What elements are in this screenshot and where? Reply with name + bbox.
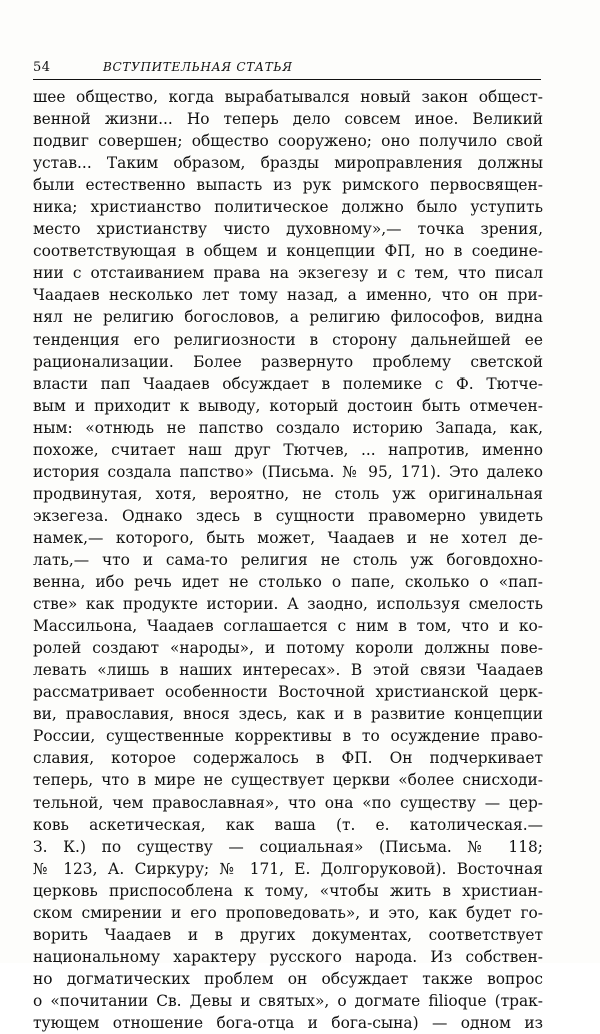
text-line: ковь аскетическая, как ваша (т. е. католическая.— — [33, 815, 543, 834]
text-line: ролей создают «народы», и потому короли должны пове- — [33, 639, 543, 658]
text-line: подвиг совершен; общество сооружено; оно получило свой — [33, 132, 543, 151]
text-line: история создала папство» (Письма. № 95, 171). Это далеко — [33, 462, 543, 481]
text-line: стве» как продукте истории. А заодно, используя смелость — [33, 595, 543, 614]
text-line: № 123, А. Сиркуру; № 171, Е. Долгоруковой). Восточная — [33, 859, 543, 878]
text-line: продвинутая, хотя, вероятно, не столь уж оригинальная — [33, 484, 543, 503]
text-line: России, существенные коррективы в то осуждение право- — [33, 727, 543, 746]
text-line: национальному характеру русского народа. Из собствен- — [33, 947, 543, 966]
text-line: но догматических проблем он обсуждает также вопрос — [33, 969, 543, 988]
text-line: устав... Таким образом, бразды мироправления должны — [33, 154, 543, 173]
text-line: ском смирении и его проповедовать», и это, как будет го- — [33, 903, 543, 922]
text-line: рационализации. Более развернуто проблему светской — [33, 352, 543, 371]
text-line: вым и приходит к выводу, который достоин быть отмечен- — [33, 396, 543, 415]
text-line: намек,— которого, быть может, Чаадаев и не хотел де- — [33, 528, 543, 547]
text-line: похоже, считает наш друг Тютчев, ... напротив, именно — [33, 440, 543, 459]
text-line: славия, которое содержалось в ФП. Он подчеркивает — [33, 749, 543, 768]
text-line: ным: «отнюдь не папство создало историю Запада, как, — [33, 418, 543, 437]
body-text — [33, 86, 543, 1034]
header-rule — [33, 79, 541, 80]
text-line: тенденция его религиозности в сторону дальнейшей ее — [33, 330, 543, 349]
text-line: экзегеза. Однако здесь в сущности правомерно увидеть — [33, 506, 543, 525]
text-line: ви, православия, внося здесь, как и в развитие концепции — [33, 705, 543, 724]
text-line: место христианству чисто духовному»,— точка зрения, — [33, 220, 543, 239]
text-line: Чаадаев несколько лет тому назад, а именно, что он при- — [33, 286, 543, 305]
text-line: левать «лишь в наших интересах». В этой связи Чаадаев — [33, 661, 543, 680]
text-line: соответствующая в общем и концепции ФП, но в соедине- — [33, 242, 543, 261]
text-line: теперь, что в мире не существует церкви «более снисходи- — [33, 771, 543, 790]
text-line: венной жизни... Но теперь дело совсем иное. Великий — [33, 110, 543, 129]
text-line: Массильона, Чаадаев соглашается с ним в том, что и ко- — [33, 617, 543, 636]
text-line: власти пап Чаадаев обсуждает в полемике с Ф. Тютче- — [33, 374, 543, 393]
text-line: церковь приспособлена к тому, «чтобы жить в христиан- — [33, 881, 543, 900]
text-line: лать,— что и сама-то религия не столь уж боговдохно- — [33, 550, 543, 569]
text-line: З. К.) по существу — социальная» (Письма. № 118; — [33, 837, 543, 856]
page-header — [33, 58, 541, 80]
text-line: нии с отстаиванием права на экзегезу и с тем, что писал — [33, 264, 543, 283]
text-line: венна, ибо речь идет не столько о папе, сколько о «пап- — [33, 573, 543, 592]
text-line: шее общество, когда вырабатывался новый закон общест- — [33, 88, 543, 106]
text-line: нял не религию богословов, а религию философов, видна — [33, 308, 543, 327]
running-head: ВСТУПИТЕЛЬНАЯ СТАТЬЯ — [103, 60, 293, 74]
text-line: тующем отношение бога-отца и бога-сына) — одном из — [33, 1013, 543, 1032]
text-line: ворить Чаадаев и в других документах, соответствует — [33, 925, 543, 944]
text-line: о «почитании Св. Девы и святых», о догмате filioque (трак- — [33, 991, 543, 1010]
text-line: тельной, чем православная», что она «по существу — цер- — [33, 793, 543, 812]
page-number: 54 — [33, 60, 51, 75]
text-line: ника; христианство политическое должно было уступить — [33, 198, 543, 217]
text-line: рассматривает особенности Восточной христианской церк- — [33, 683, 543, 702]
text-line: были естественно выпасть из рук римского первосвящен- — [33, 176, 543, 195]
